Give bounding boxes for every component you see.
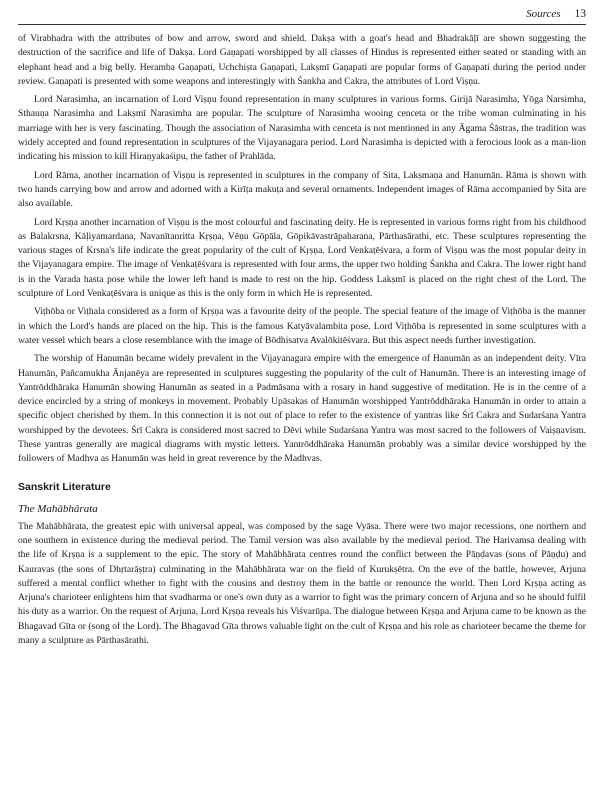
- paragraph-hanuman: The worship of Hanumān became widely prevalent in the Vijayanagara empire with the emergence of Hanumān as an independent deity. Vīra Hanumān, Pañcamukha Ānjanēya are represented in sculptures suggesting the popularity of the cult of Hanumān. There is an interesting image of Yantrōddhāraka Hanumān showing Hanumān as seated in a Padmāsana with a rosary in hand suggestive of meditation. He is in the centre of a device encircled by a string of monkeys in movement. Probably Upāsakas of Hanumān worshipped Yantrōddhāraka Hanumān in order to attain a specific object cherished by them. In this connection it is not out of place to refer to the existence of yantras like Śrī Cakra and Sudarśana Yantra worshipped by the devotees. Śrī Cakra is considered most sacred to Dēvi while Sudarśana Yantra was most sacred to the followers of Vaiṣṇavism. These yantras generally are magical diagrams with mystic letters. Yantrōddhāraka Hanumān probably was a similar device worshipped by the followers of Madhva as Hanumān was held in great reverence by the Madhvas.: [18, 353, 586, 465]
- paragraph-vithoba: Viṭhōba or Viṭhala considered as a form of Kṛṣṇa was a favourite deity of the people. The special feature of the image of Viṭhōba is the manner in which the Lord's hands are placed on the hip. This is the famous Katyāvalambita pose. Lord Viṭhōba is represented in some sculptures with a water vessel which bears a close resemblance with the image of Bōdhisatva Avalōkitēśvara. But this aspect needs further investigation.: [18, 306, 586, 346]
- section-heading: Sanskrit Literature: [18, 480, 111, 493]
- body-text: [18, 32, 586, 648]
- sub-heading: The Mahābhārata: [18, 502, 98, 515]
- paragraph-krsna: Lord Kṛṣṇa another incarnation of Viṣṇu is the most colourful and fascinating deity. He is represented in various forms right from his childhood as Balakrsna, Kāḷiyamardana, Navanītanritta Kṛṣṇa, Vēṇu Gōpāla, Gōpikāvastrāpaharana, Pārthasārathi, etc. These sculptures representing the various stages of Krsna's life indicate the great popularity of the cult of Kṛṣṇa. Lord Venkaṭēśvara, a form of Viṣṇu was the most popular deity in the Vijayanagara empire. The image of Venkaṭēśvara is represented with four arms, the upper two holding Śankha and Cakra. The lower right hand is in the Varada hasta pose while the lower left hand is made to rest on the hip. Goddess Lakṣmī is placed on the right chest of the Lord. The sculpture of Lord Venkaṭēśvara is unique as this is the only form in which He is represented.: [18, 216, 586, 300]
- running-head-section: Sources: [526, 8, 561, 20]
- paragraph-narasimha: Lord Narasimha, an incarnation of Lord Viṣṇu found representation in many sculptures in various forms. Girijā Narasimha, Yōga Narsimha, Sthauṇa Narasimha and Lakṣmī Narasimha are popular. The sculpture of Narasimha wooing cenceta or the tribe woman culminating in his marriage with her is very fascinating. Though the association of Narasimha with cenceta is not mentioned in any Āgama Śāstras, the tradition was widely accepted and found representation in sculptures of the Vijayanagara period. Lord Narasimha is depicted with a ferocious look as a man-lion indicating his mission to kill Hiraṇyakaśipu, the father of Prahlāda.: [18, 94, 586, 163]
- page-number: 13: [574, 8, 586, 20]
- running-header: [18, 8, 586, 25]
- paragraph-mahabharata: The Mahābhārata, the greatest epic with universal appeal, was composed by the sage Vyāsa. There were two major recessions, one northern and one southern in existence during the medieval period. The Tamil version was also available by the medieval period. The Harivamsa dealing with the life of Kṛṣṇa is a supplement to the epic. The story of Mahābhārata centres round the conflict between the Pāṇḍavas (sons of Pāṇḍu) and Kauravas (the sons of Dhṛtarāṣṭra) culminating in the Mahābhārata war on the field of Kurukṣētra. On the eve of the battle, however, Arjuna suffered a mental conflict whether to fight with the cousins and destroy them in the battle or renounce the world. Then Lord Kṛṣṇa acting as Arjuna's charioteer enlightens him that svadharma or one's own duty as a warrior to fight was the primary concern of Arjuna and so he should fulfil his duty as a warrior. On the request of Arjuna, Lord Kṛṣṇa reveals his Viśvarūpa. The dialogue between Kṛṣṇa and Arjuna came to be known as the Bhagavad Gīta or (song of the Lord). The Bhagavad Gīta throws valuable light on the cult of Kṛṣṇa and his role as charioteer became the theme for many a sculpture as Pārthasārathi.: [18, 520, 586, 646]
- paragraph-virabhadra-ganapati: of Virabhadra with the attributes of bow and arrow, sword and shield. Dakṣa with a goat's head and Bhadrakāḷī are shown suggesting the destruction of the sacrifice and life of Dakṣa. Lord Gaṇapati worshipped by all classes of Hindus is represented either seated or standing with an elephant head and a big belly. Heramba Gaṇapati, Uchchiṣta Gaṇapati, Lakṣmī Gaṇapati are popular forms of Gaṇapati during the period under review. Gaṇapati is presented with some weapons and interestingly with Śankha and Cakra, the attributes of Lord Viṣṇu.: [18, 33, 586, 87]
- paragraph-rama: Lord Rāma, another incarnation of Viṣṇu is represented in sculptures in the company of Sita, Lakṣmaṇa and Hanumān. Rāma is shown with two hands carrying bow and arrow and adorned with a Kirīṭa makuṭa and several ornaments. Independent images of Rāma accompanied by Sita are also available.: [18, 169, 586, 210]
